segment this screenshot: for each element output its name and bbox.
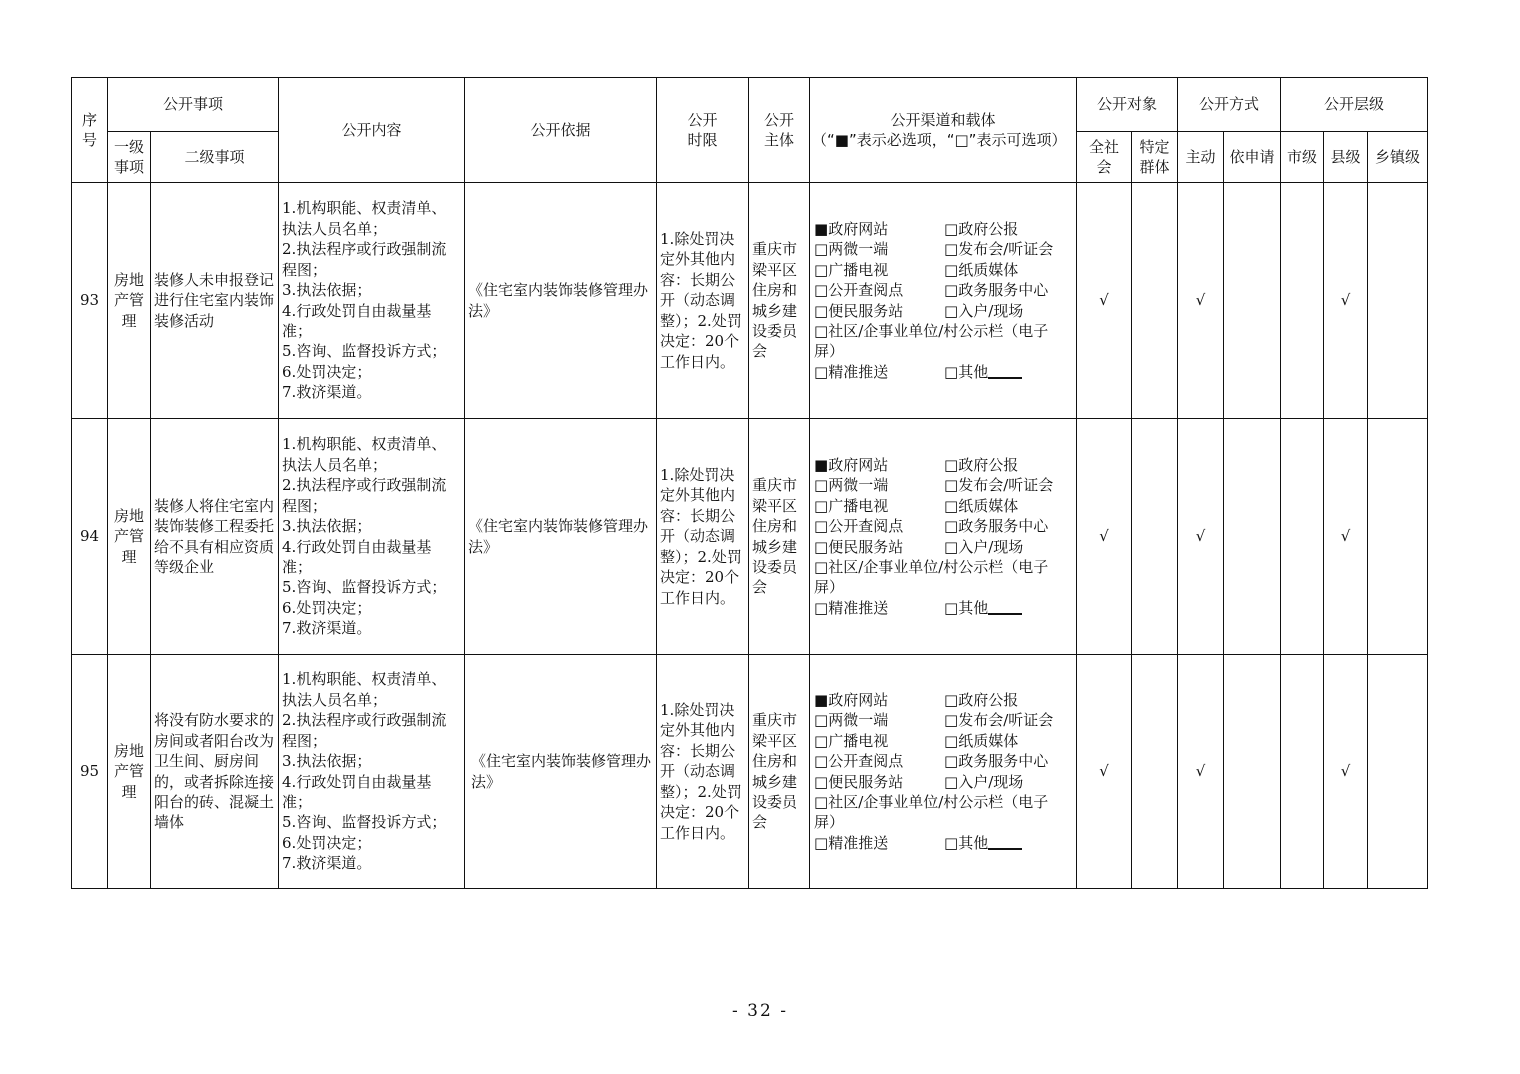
channel-option: □入户/现场 [944, 772, 1024, 791]
header-content: 公开内容 [279, 78, 465, 183]
channel-option: □公开查阅点 [814, 517, 904, 536]
header-channel-title: 公开渠道和载体 [890, 110, 996, 129]
content-line: 准； [282, 557, 313, 576]
row-seq: 93 [72, 183, 108, 419]
content-line: 6.处罚决定； [282, 362, 372, 381]
channel-option: □两微一端 [814, 476, 889, 495]
channel-option: □社区/企事业单位/村公示栏（电子 [814, 792, 1049, 811]
channel-option: □纸质媒体 [944, 731, 1019, 750]
row-content [279, 655, 465, 889]
row-target-specific [1132, 655, 1178, 889]
header-level-county: 县级 [1324, 132, 1368, 183]
channel-option: □政务服务中心 [944, 752, 1049, 771]
header-channel [810, 78, 1077, 183]
channel-option: □纸质媒体 [944, 496, 1019, 515]
row-level-city [1281, 655, 1324, 889]
row-level-town [1368, 183, 1428, 419]
blank-underline [988, 362, 1022, 379]
content-line: 5.咨询、监督投诉方式； [282, 342, 447, 361]
header-level-city: 市级 [1281, 132, 1324, 183]
row-time-limit: 1.除处罚决定外其他内容：长期公开（动态调整）；2.处罚决定：20个工作日内。 [657, 655, 749, 889]
blank-underline [988, 598, 1022, 615]
channel-option-other: □其他 [944, 598, 1074, 618]
header-level2: 二级事项 [151, 132, 279, 183]
row-method-request [1224, 419, 1281, 655]
channel-option: □政务服务中心 [944, 517, 1049, 536]
content-line: 6.处罚决定； [282, 833, 372, 852]
content-line: 4.行政处罚自由裁量基 [282, 537, 432, 556]
row-channels [810, 419, 1077, 655]
content-line: 3.执法依据； [282, 281, 372, 300]
content-line: 4.行政处罚自由裁量基 [282, 301, 432, 320]
row-content [279, 183, 465, 419]
header-target-all: 全社会 [1077, 132, 1132, 183]
content-line: 4.行政处罚自由裁量基 [282, 772, 432, 791]
channel-option: □广播电视 [814, 260, 889, 279]
content-line: 2.执法程序或行政强制流 [282, 711, 447, 730]
channel-option-cont: 屏） [814, 578, 845, 597]
channel-option: ■政府网站 [814, 219, 889, 238]
table-row [72, 419, 1428, 655]
channel-option: □便民服务站 [814, 537, 904, 556]
row-level-county: √ [1324, 655, 1368, 889]
row-method-request [1224, 183, 1281, 419]
content-line: 执法人员名单； [282, 455, 388, 474]
channel-option: □社区/企事业单位/村公示栏（电子 [814, 557, 1049, 576]
row-level-city [1281, 419, 1324, 655]
content-line: 5.咨询、监督投诉方式； [282, 578, 447, 597]
channel-option: □便民服务站 [814, 301, 904, 320]
header-method-active: 主动 [1178, 132, 1224, 183]
header-level1: 一级事项 [108, 132, 151, 183]
header-level: 公开层级 [1281, 78, 1428, 132]
row-basis: 《住宅室内装饰装修管理办法》 [465, 655, 657, 889]
row-method-request [1224, 655, 1281, 889]
content-line: 6.处罚决定； [282, 598, 372, 617]
row-time-limit: 1.除处罚决定外其他内容：长期公开（动态调整）；2.处罚决定：20个工作日内。 [657, 183, 749, 419]
row-level2: 装修人将住宅室内装饰装修工程委托给不具有相应资质等级企业 [151, 419, 279, 655]
channel-option: □政务服务中心 [944, 281, 1049, 300]
row-target-all: √ [1077, 419, 1132, 655]
row-subject: 重庆市梁平区住房和城乡建设委员会 [749, 183, 810, 419]
row-method-active: √ [1178, 655, 1224, 889]
content-line: 程图； [282, 731, 328, 750]
header-time-limit: 公开时限 [657, 78, 749, 183]
row-subject: 重庆市梁平区住房和城乡建设委员会 [749, 655, 810, 889]
channel-option: □广播电视 [814, 731, 889, 750]
row-time-limit: 1.除处罚决定外其他内容：长期公开（动态调整）；2.处罚决定：20个工作日内。 [657, 419, 749, 655]
channel-option: □两微一端 [814, 240, 889, 259]
channel-option: □社区/企事业单位/村公示栏（电子 [814, 321, 1049, 340]
header-method: 公开方式 [1178, 78, 1281, 132]
header-method-request: 依申请 [1224, 132, 1281, 183]
row-target-specific [1132, 419, 1178, 655]
channel-option: □两微一端 [814, 711, 889, 730]
channel-option: □纸质媒体 [944, 260, 1019, 279]
disclosure-table-page [71, 77, 1428, 889]
table-row [72, 655, 1428, 889]
row-level2: 装修人未申报登记进行住宅室内装饰装修活动 [151, 183, 279, 419]
row-level-town [1368, 419, 1428, 655]
header-basis: 公开依据 [465, 78, 657, 183]
row-channels [810, 183, 1077, 419]
page-number: - 32 - [732, 1001, 788, 1021]
channel-option: ■政府网站 [814, 455, 889, 474]
table-row [72, 183, 1428, 419]
channel-option-other: □其他 [944, 833, 1074, 853]
channel-option: □广播电视 [814, 496, 889, 515]
content-line: 1.机构职能、权责清单、 [282, 435, 447, 454]
channel-option: □政府公报 [944, 219, 1019, 238]
channel-option: □公开查阅点 [814, 752, 904, 771]
header-target-specific: 特定群体 [1132, 132, 1178, 183]
channel-option: □公开查阅点 [814, 281, 904, 300]
content-line: 准； [282, 792, 313, 811]
channel-option-cont: 屏） [814, 813, 845, 832]
row-level-county: √ [1324, 183, 1368, 419]
row-level-city [1281, 183, 1324, 419]
row-channels [810, 655, 1077, 889]
content-line: 7.救济渠道。 [282, 854, 372, 873]
row-level1: 房地产管理 [108, 655, 151, 889]
channel-option-cont: 屏） [814, 342, 845, 361]
content-line: 程图； [282, 496, 328, 515]
channel-option: □入户/现场 [944, 537, 1024, 556]
header-target: 公开对象 [1077, 78, 1178, 132]
header-channel-note: （“■”表示必选项，“□”表示可选项） [812, 131, 1067, 149]
content-line: 1.机构职能、权责清单、 [282, 199, 447, 218]
header-level-town: 乡镇级 [1368, 132, 1428, 183]
row-level2: 将没有防水要求的房间或者阳台改为卫生间、厨房间的，或者拆除连接阳台的砖、混凝土墙体 [151, 655, 279, 889]
content-line: 2.执法程序或行政强制流 [282, 476, 447, 495]
channel-option: □政府公报 [944, 690, 1019, 709]
blank-underline [988, 833, 1022, 850]
row-subject: 重庆市梁平区住房和城乡建设委员会 [749, 419, 810, 655]
row-method-active: √ [1178, 183, 1224, 419]
channel-option-other: □其他 [944, 362, 1074, 382]
channel-option: □发布会/听证会 [944, 711, 1054, 730]
row-level-town [1368, 655, 1428, 889]
channel-option: □入户/现场 [944, 301, 1024, 320]
row-basis: 《住宅室内装饰装修管理办法》 [465, 419, 657, 655]
content-line: 1.机构职能、权责清单、 [282, 670, 447, 689]
channel-option: □精准推送 [814, 598, 889, 617]
content-line: 执法人员名单； [282, 690, 388, 709]
channel-option: ■政府网站 [814, 690, 889, 709]
header-subject: 公开主体 [749, 78, 810, 183]
row-method-active: √ [1178, 419, 1224, 655]
content-line: 7.救济渠道。 [282, 383, 372, 402]
row-target-all: √ [1077, 655, 1132, 889]
row-level1: 房地产管理 [108, 183, 151, 419]
channel-option: □发布会/听证会 [944, 476, 1054, 495]
channel-option: □发布会/听证会 [944, 240, 1054, 259]
header-item: 公开事项 [108, 78, 279, 132]
content-line: 7.救济渠道。 [282, 619, 372, 638]
row-level1: 房地产管理 [108, 419, 151, 655]
row-target-all: √ [1077, 183, 1132, 419]
row-level-county: √ [1324, 419, 1368, 655]
row-content [279, 419, 465, 655]
header-seq: 序号 [72, 78, 108, 183]
row-seq: 95 [72, 655, 108, 889]
row-target-specific [1132, 183, 1178, 419]
row-seq: 94 [72, 419, 108, 655]
content-line: 程图； [282, 260, 328, 279]
content-line: 执法人员名单； [282, 219, 388, 238]
channel-option: □精准推送 [814, 833, 889, 852]
content-line: 3.执法依据； [282, 517, 372, 536]
row-basis: 《住宅室内装饰装修管理办法》 [465, 183, 657, 419]
channel-option: □精准推送 [814, 362, 889, 381]
content-line: 5.咨询、监督投诉方式； [282, 813, 447, 832]
channel-option: □政府公报 [944, 455, 1019, 474]
disclosure-table [71, 77, 1428, 889]
content-line: 3.执法依据； [282, 752, 372, 771]
content-line: 2.执法程序或行政强制流 [282, 240, 447, 259]
content-line: 准； [282, 321, 313, 340]
channel-option: □便民服务站 [814, 772, 904, 791]
